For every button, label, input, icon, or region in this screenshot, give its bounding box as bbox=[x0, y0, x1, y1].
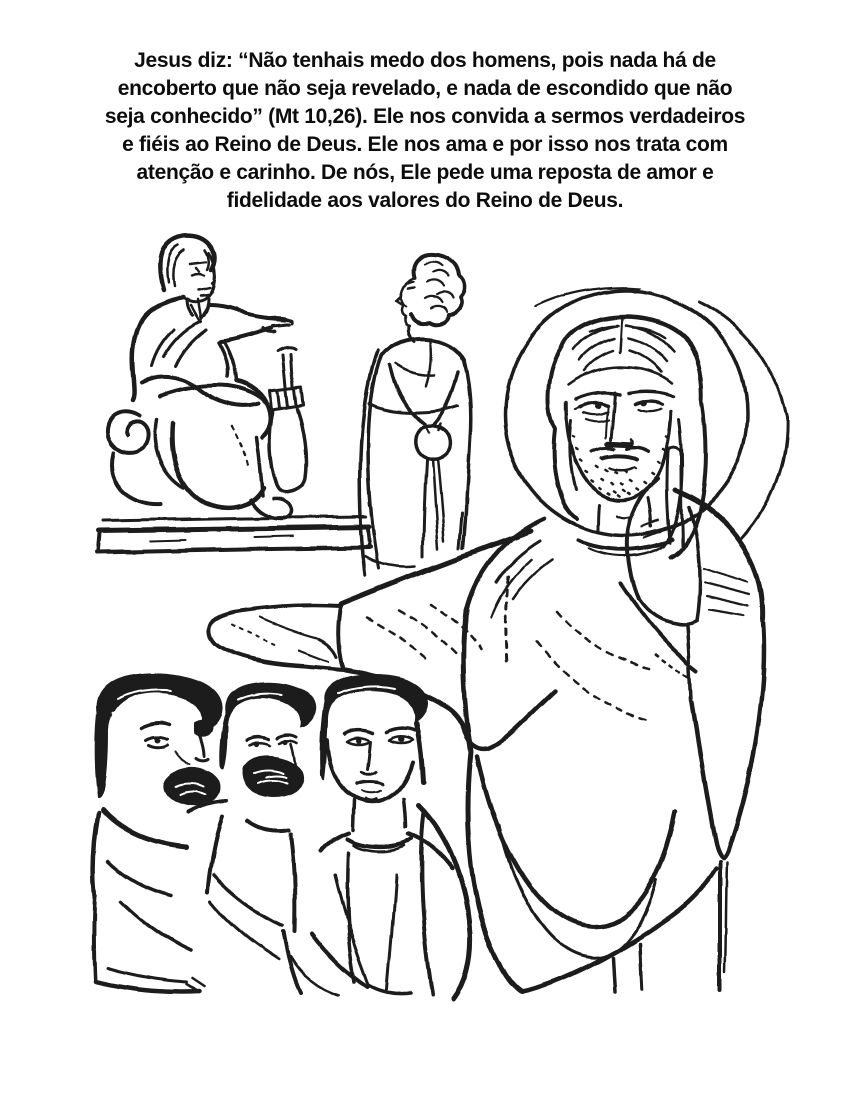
bound-jesus-back-view-icon bbox=[361, 254, 471, 575]
disciple-right bbox=[320, 674, 470, 999]
intro-line: fidelidade aos valores do Reino de Deus. bbox=[226, 189, 624, 212]
outer-halo-arc bbox=[699, 302, 787, 540]
flowing-robe bbox=[463, 611, 716, 992]
disciple-middle bbox=[208, 682, 368, 995]
seated-ruler-pointing-icon bbox=[107, 236, 306, 519]
intro-line: atenção e carinho. De nós, Ele pede uma reposta de amor e bbox=[136, 161, 714, 184]
intro-line: e fiéis ao Reino de Deus. Ele nos ama e por isso nos trata com bbox=[122, 133, 728, 156]
platform bbox=[97, 517, 372, 552]
intro-line: seja conhecido” (Mt 10,26). Ele nos convida a sermos verdadeiros bbox=[104, 105, 746, 128]
three-disciples-looking-up-icon bbox=[94, 673, 471, 999]
intro-line: encoberto que não seja revelado, e nada de escondido que não bbox=[117, 77, 733, 100]
intro-line: Jesus diz: “Não tenhais medo dos homens, pois nada há de bbox=[134, 49, 716, 72]
disciple-left bbox=[94, 673, 227, 992]
